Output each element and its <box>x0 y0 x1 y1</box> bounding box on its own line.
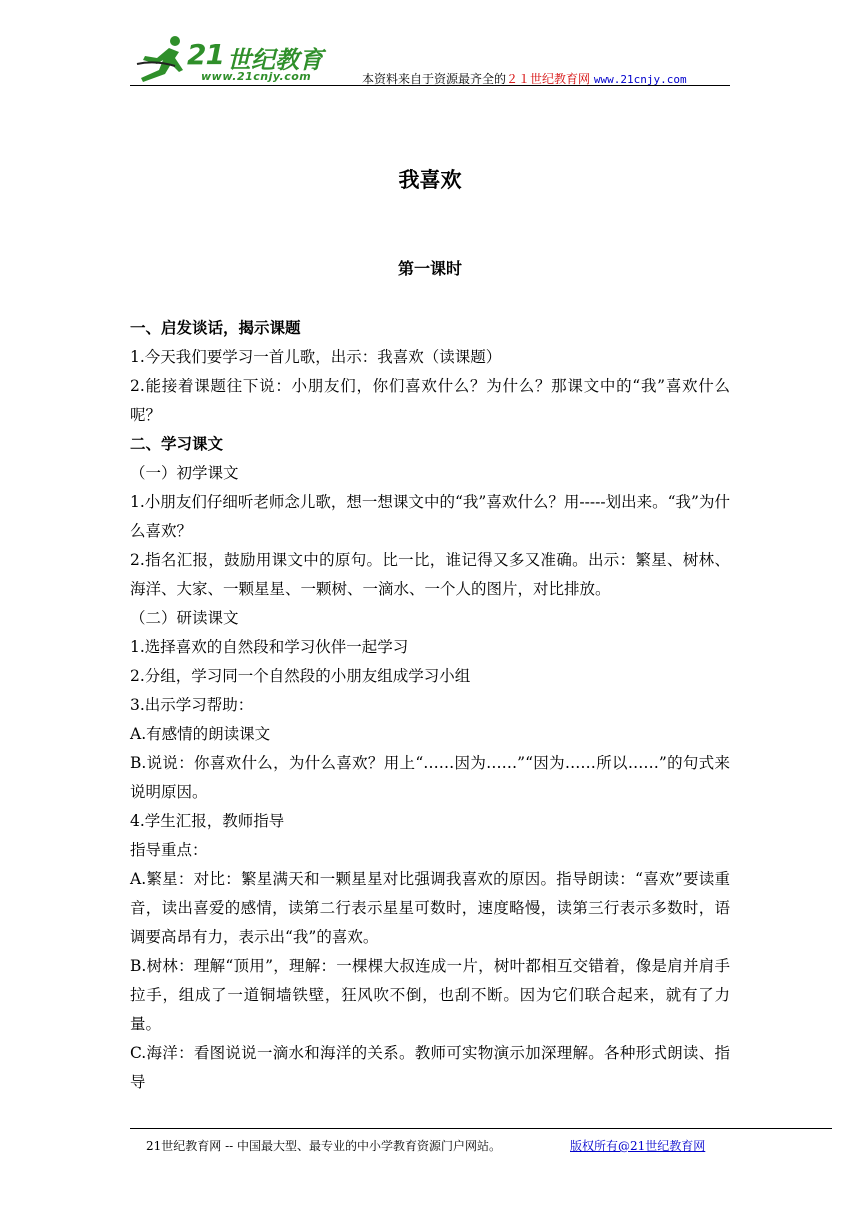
lesson-subtitle: 第一课时 <box>397 259 462 278</box>
header-site-link[interactable]: ２１世纪教育网 <box>506 72 591 86</box>
logo-number: 21 <box>187 38 224 71</box>
paragraph: 2.能接着课题往下说：小朋友们，你们喜欢什么？为什么？那课文中的“我”喜欢什么呢？ <box>130 377 730 424</box>
paragraph: 4.学生汇报，教师指导 <box>130 812 285 830</box>
section-heading: 二、学习课文 <box>130 435 224 453</box>
footer-text: 21世纪教育网 -- 中国最大型、最专业的中小学教育资源门户网站。 <box>146 1139 502 1153</box>
paragraph: （二）研读课文 <box>130 609 239 627</box>
page-header <box>130 28 730 86</box>
page-title: 我喜欢 <box>398 168 462 192</box>
section-heading: 一、启发谈话，揭示课题 <box>130 319 301 337</box>
runner-logo-icon <box>135 34 195 84</box>
paragraph: 1.小朋友们仔细听老师念儿歌，想一想课文中的“我”喜欢什么？用-----划出来。“我”为什么喜欢？ <box>130 493 730 540</box>
logo-name: 世纪教育 <box>227 46 323 74</box>
paragraph: 1.今天我们要学习一首儿歌，出示：我喜欢（读课题） <box>130 348 502 366</box>
paragraph: A.繁星：对比：繁星满天和一颗星星对比强调我喜欢的原因。指导朗读：“喜欢”要读重音，读出喜爱的感情，读第二行表示星星可数时，速度略慢，读第三行表示多数时，语调要高昂有力，表示出“我”的喜欢。 <box>130 870 730 946</box>
header-divider <box>130 85 730 86</box>
paragraph: 2.指名汇报，鼓励用课文中的原句。比一比，谁记得又多又准确。出示：繁星、树林、海洋、大家、一颗星星、一颗树、一滴水、一个人的图片，对比排放。 <box>130 551 730 598</box>
header-prefix: 本资料来自于资源最齐全的 <box>362 72 507 86</box>
footer-copyright-link[interactable]: 版权所有@21世纪教育网 <box>570 1139 706 1153</box>
logo-url: www.21cnjy.com <box>201 70 312 83</box>
paragraph: 2.分组，学习同一个自然段的小朋友组成学习小组 <box>130 667 471 685</box>
header-url-link[interactable]: www.21cnjy.com <box>593 73 687 86</box>
paragraph: （一）初学课文 <box>130 464 239 482</box>
paragraph: A.有感情的朗读课文 <box>130 725 271 743</box>
paragraph: B.说说：你喜欢什么，为什么喜欢？用上“……因为……”“因为……所以……”的句式来说明原因。 <box>130 754 730 801</box>
paragraph: B.树林：理解“顶用”，理解：一棵棵大叔连成一片，树叶都相互交错着，像是肩并肩手拉手，组成了一道铜墙铁壁，狂风吹不倒，也刮不断。因为它们联合起来，就有了力量。 <box>130 957 730 1033</box>
site-logo <box>135 34 335 84</box>
footer-divider <box>130 1128 832 1129</box>
paragraph: C.海洋：看图说说一滴水和海洋的关系。教师可实物演示加深理解。各种形式朗读、指导 <box>130 1044 730 1091</box>
lesson-content <box>130 314 730 1097</box>
paragraph: 3.出示学习帮助： <box>130 696 254 714</box>
paragraph: 1.选择喜欢的自然段和学习伙伴一起学习 <box>130 638 409 656</box>
paragraph: 指导重点： <box>130 841 208 859</box>
